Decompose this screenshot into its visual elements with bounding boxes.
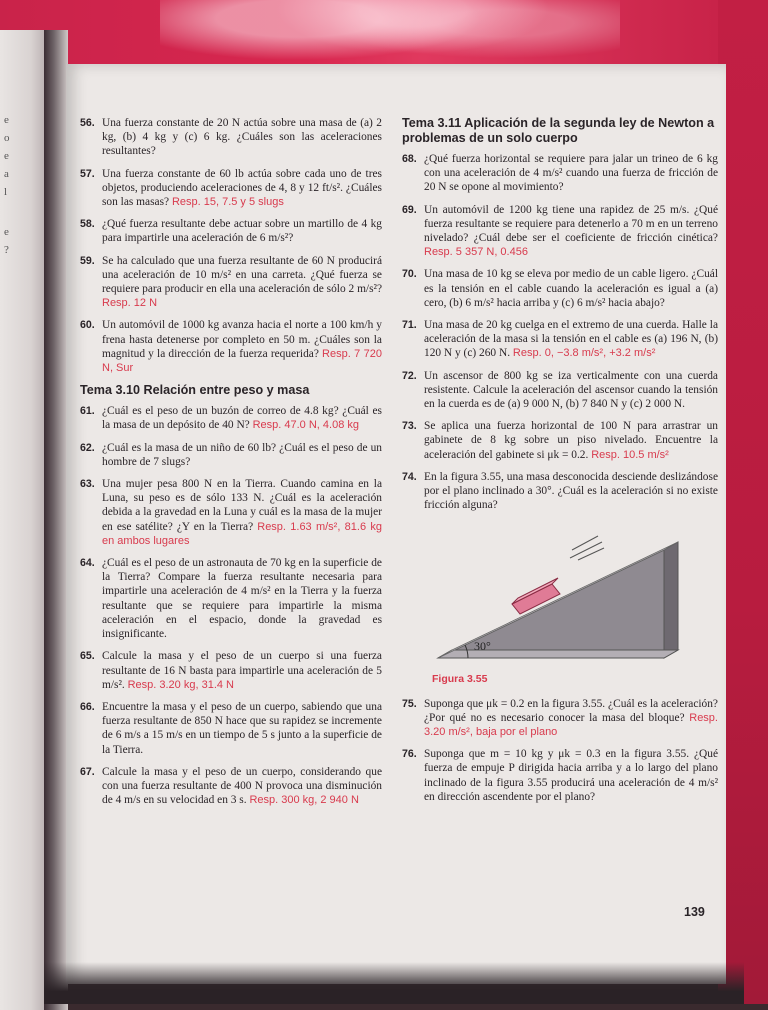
problem-text-block	[102, 217, 382, 245]
problem-number: 76.	[402, 748, 417, 761]
problem-item	[80, 441, 382, 469]
figure-3-55	[402, 520, 718, 670]
problem-text-block	[424, 267, 718, 310]
problem-item	[402, 318, 718, 361]
problem-text: Encuentre la masa y el peso de un cuerpo, sabiendo que una fuerza resultante de 850 N hace que su rapidez se incremente de 6 m/s a 15 m/s en un tiempo de 5 s junto a la superficie de la Tierra.	[102, 700, 382, 756]
problem-text-block	[102, 649, 382, 692]
problem-number: 75.	[402, 697, 417, 710]
problem-number: 65.	[80, 650, 95, 663]
right-column	[402, 116, 718, 812]
problem-item	[402, 697, 718, 740]
problem-text-block	[102, 765, 382, 808]
answer-text: Resp. 12 N	[102, 297, 158, 310]
problem-number: 66.	[80, 700, 95, 713]
problem-number: 59.	[80, 254, 95, 267]
problem-number: 72.	[402, 369, 417, 382]
problem-text: Una mujer pesa 800 N en la Tierra. Cuando camina en la Luna, su peso es de sólo 133 N. ¿Cuál es la aceleración debida a la gravedad en la Luna y cuál es la masa de la mujer en ese satélite? ¿Y en la Tierra?	[102, 478, 382, 533]
answer-text: Resp. 300 kg, 2 940 N	[249, 794, 359, 807]
problem-item	[80, 700, 382, 757]
problem-text-block	[102, 167, 382, 210]
page-number: 139	[684, 905, 705, 919]
problem-item	[80, 217, 382, 245]
answer-text: Resp. 1.63 m/s², 81.6 kg en ambos lugares	[102, 520, 382, 547]
problem-text: Se ha calculado que una fuerza resultante de 60 N producirá una aceleración de 10 m/s² en una carreta. ¿Qué fuerza se requiere para producir en ella una aceleración de sólo 2 m/s²?	[102, 254, 382, 296]
problem-text: Un automóvil de 1000 kg avanza hacia el norte a 100 km/h y frena hasta detenerse por completo en 50 m. ¿Cuáles son la magnitud y la dirección de la fuerza requerida?	[102, 319, 382, 360]
motion-line	[578, 548, 604, 560]
problem-text: Suponga que μk = 0.2 en la figura 3.55. ¿Cuál es la aceleración? ¿Por qué no es necesario conocer la masa del bloque?	[424, 697, 718, 724]
problem-item	[80, 116, 382, 159]
problem-number: 70.	[402, 268, 417, 281]
motion-line	[570, 542, 602, 558]
section-title: Tema 3.10 Relación entre peso y masa	[80, 383, 310, 398]
problem-number: 60.	[80, 319, 95, 332]
problem-text: ¿Qué fuerza resultante debe actuar sobre un martillo de 4 kg para impartirle una aceleración de 6 m/s²?	[102, 218, 382, 245]
figure-caption: Figura 3.55	[432, 673, 488, 686]
problem-item	[80, 167, 382, 210]
problem-item	[80, 649, 382, 692]
problem-number: 63.	[80, 478, 95, 491]
edge-letter: e	[4, 150, 9, 162]
problem-number: 64.	[80, 557, 95, 570]
problem-text-block	[102, 116, 382, 159]
problem-text-block	[102, 404, 382, 432]
section-title: Tema 3.11 Aplicación de la segunda ley de Newton a problemas de un solo cuerpo	[402, 116, 715, 145]
problem-number: 58.	[80, 218, 95, 231]
problem-text-block	[102, 556, 382, 641]
angle-label: 30°	[474, 639, 491, 654]
problem-item	[402, 470, 718, 513]
problem-text-block	[424, 470, 718, 513]
answer-text: Resp. 3.20 m/s², baja por el plano	[424, 711, 718, 739]
problem-item	[80, 477, 382, 548]
page-bottom-shadow	[44, 962, 744, 1004]
edge-letter: ?	[4, 244, 9, 256]
problem-item	[402, 419, 718, 462]
problem-number: 57.	[80, 167, 95, 180]
problem-item	[402, 203, 718, 260]
answer-text: Resp. 15, 7.5 y 5 slugs	[171, 196, 284, 209]
problem-text-block	[102, 254, 382, 311]
problem-text-block	[424, 369, 718, 412]
problem-number: 71.	[402, 319, 417, 332]
problem-text-block	[424, 419, 718, 462]
problem-text: Una masa de 10 kg se eleva por medio de un cable ligero. ¿Cuál es la tensión en el cable cuando la aceleración es igual a (a) cero, (b) 6 m/s² hacia arriba y (c) 6 m/s² hacia abajo?	[424, 268, 718, 309]
problem-text: Una fuerza constante de 20 N actúa sobre una masa de (a) 2 kg, (b) 4 kg y (c) 6 kg. ¿Cuáles son las aceleraciones resultantes?	[102, 117, 382, 158]
problem-text: ¿Qué fuerza horizontal se requiere para jalar un trineo de 6 kg con una aceleración de 4 m/s² cuando una fuerza de fricción de 20 N se opone al movimiento?	[424, 153, 718, 194]
problem-number: 74.	[402, 470, 417, 483]
book-gutter	[44, 30, 68, 1010]
answer-text: Resp. 0, −3.8 m/s², +3.2 m/s²	[512, 347, 656, 360]
problem-text: Se aplica una fuerza horizontal de 100 N para arrastrar un gabinete de 8 kg sobre un piso nivelado. Encuentre la aceleración del gabinete si μk = 0.2.	[424, 420, 718, 461]
incline-side	[664, 542, 678, 658]
answer-text: Resp. 47.0 N, 4.08 kg	[252, 419, 359, 432]
problem-text-block	[424, 697, 718, 740]
problem-number: 69.	[402, 203, 417, 216]
edge-letter: l	[4, 186, 8, 198]
problem-item	[80, 404, 382, 432]
problem-item	[80, 254, 382, 311]
problem-text: ¿Cuál es el peso de un buzón de correo de 4.8 kg? ¿Cuál es la masa de un depósito de 40 N?	[102, 405, 382, 432]
edge-letter: e	[4, 114, 9, 126]
problem-text-block	[102, 700, 382, 757]
edge-letter: e	[4, 226, 9, 238]
problem-text: Un ascensor de 800 kg se iza verticalmente con una cuerda resistente. Calcule la aceleración del ascensor cuando la tensión en la cuerda es de (a) 9 000 N, (b) 7 840 N y (c) 2 000 N.	[424, 369, 718, 411]
problem-item	[402, 152, 718, 195]
problem-number: 67.	[80, 765, 95, 778]
left-column	[80, 116, 382, 815]
problem-text-block	[424, 318, 718, 361]
answer-text: Resp. 10.5 m/s²	[591, 448, 669, 461]
inclined-plane-diagram	[402, 520, 718, 670]
problem-number: 62.	[80, 441, 95, 454]
answer-text: Resp. 3.20 kg, 31.4 N	[127, 678, 234, 691]
problem-text: ¿Cuál es la masa de un niño de 60 lb? ¿Cuál es el peso de un hombre de 7 slugs?	[102, 441, 382, 468]
edge-letter: o	[4, 132, 10, 144]
problem-item	[80, 318, 382, 375]
answer-text: Resp. 7 720 N, Sur	[102, 347, 382, 375]
problem-text: Calcule la masa y el peso de un cuerpo, considerando que con una fuerza resultante de 400 N provoca una disminución de 4 m/s en su velocidad en 3 s.	[102, 765, 382, 807]
problem-text-block	[424, 152, 718, 195]
problem-text-block	[424, 203, 718, 260]
problem-text-block	[102, 477, 382, 548]
problem-text: Suponga que m = 10 kg y μk = 0.3 en la figura 3.55. ¿Qué fuerza de empuje P dirigida hacia arriba y a lo largo del plano inclinado de la figura 3.55 producirá una aceleración de 4 m/s² en dirección ascendente por el plano?	[424, 748, 718, 803]
problem-text: Una masa de 20 kg cuelga en el extremo de una cuerda. Halle la aceleración de la masa si la tensión en el cable es (a) 196 N, (b) 120 N y (c) 260 N.	[424, 319, 718, 360]
problem-text-block	[102, 441, 382, 469]
problem-text: ¿Cuál es el peso de un astronauta de 70 kg en la superficie de la Tierra? Compare la fuerza resultante necesaria para impartirle una aceleración de 4 m/s² en la Tierra y la fuerza resultante que se requiere para impartirle la misma aceleración en el espacio, donde la gravedad es insignificante.	[102, 557, 382, 641]
problem-item	[80, 765, 382, 808]
problem-item	[80, 556, 382, 641]
answer-text: Resp. 5 357 N, 0.456	[424, 246, 528, 259]
problem-text: Calcule la masa y el peso de un cuerpo si una fuerza resultante de 16 N basta para impartirle una aceleración de 5 m/s².	[102, 650, 382, 691]
problem-number: 68.	[402, 153, 417, 165]
problem-number: 73.	[402, 420, 417, 433]
problem-text: Una fuerza constante de 60 lb actúa sobre cada uno de tres objetos, produciendo aceleraciones de 4, 8 y 12 ft/s². ¿Cuáles son las masas?	[102, 167, 382, 209]
problem-text-block	[102, 318, 382, 375]
problem-text-block	[424, 747, 718, 804]
problem-number: 56.	[80, 117, 95, 129]
problem-item	[402, 747, 718, 804]
motion-line	[572, 536, 598, 550]
problem-text: En la figura 3.55, una masa desconocida desciende deslizándose por el plano inclinado a 30°. ¿Cuál es la aceleración si no existe fricción alguna?	[424, 470, 718, 512]
problem-text: Un automóvil de 1200 kg tiene una rapidez de 25 m/s. ¿Qué fuerza resultante se requiere para detenerlo a 70 m en un terreno nivelado? ¿Cuál debe ser el coeficiente de fricción cinética?	[424, 203, 718, 245]
edge-letter: a	[4, 168, 9, 180]
previous-page-edge	[0, 30, 44, 1010]
problem-number: 61.	[80, 405, 95, 418]
problem-item	[402, 369, 718, 412]
problem-item	[402, 267, 718, 310]
